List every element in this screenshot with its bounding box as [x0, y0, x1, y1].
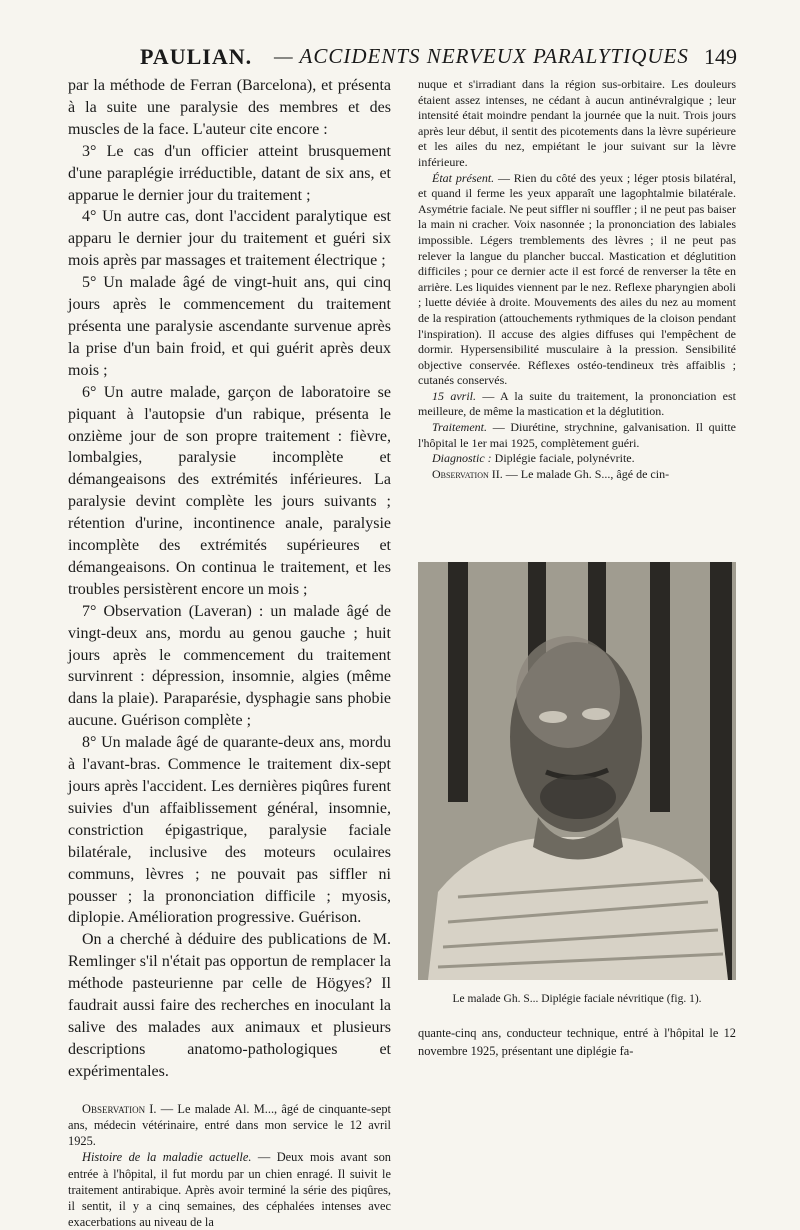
diagnostic-text: Diplégie faciale, polynévrite. [491, 451, 635, 466]
observation-label: Observation I. [82, 1101, 157, 1116]
observation-2-intro [418, 467, 736, 483]
patient-photograph [418, 562, 736, 980]
observation-1-intro [68, 1101, 391, 1150]
etat-present [418, 171, 736, 389]
etat-text: — Rien du côté des yeux ; léger ptosis bilatéral, et quand il ferme les yeux apparaît une lagophtalmie bilatérale. Asymétrie faciale. Ne peut siffler ni souffler ; il ne peut pas baiser la main ni cracher. Voix nasonnée ; la prononciation des labiales impossible. Légers tremblements des lèvres ; il ne peut pas relever la langue du plancher buccal. Mastication et déglutition difficiles ; pour ce dernier acte il est forcé de renverser la tête en arrière. Les liquides viennent par le nez. Reflexe pharyngien aboli ; luette déviée à droite. Mouvements des ailes du nez au moment de la respiration (attouchements rythmiques de la cloison pendant l'inspiration). Il accuse des algies diffuses qui l'empêchent de dormir. Hypersensibilité musculaire à la pression. Sensibilité objective conservée. Réflexes ostéo-tendineux très affaiblis ; cutanés conservés. [418, 170, 737, 388]
paragraph: 8° Un malade âgé de quarante-deux ans, mordu à l'avant-bras. Commence le traitement dix-sept jours après l'accident. Les dernières piqûres furent suivies d'un affaiblissement général, insomnie, constriction épigastrique, paralysie faciale bilatérale, inclusive des moteurs oculaires communs, lèvres ; ne pouvait pas siffler ni pousser ; la prononciation difficile ; myosis, diplopie. Amélioration progressive. Guérison. [68, 734, 391, 927]
right-column [418, 77, 736, 482]
treatment [418, 420, 736, 451]
observation-2-text: — Le malade Gh. S..., âgé de cin- [502, 466, 670, 481]
treatment-text: — Diurétine, strychnine, galvanisation. Il quitte l'hôpital le 1er mai 1925, complètement guéri. [418, 420, 736, 450]
photo-illustration [418, 562, 736, 980]
diagnostic-label: Diagnostic : [432, 451, 492, 466]
observation-1 [68, 1101, 391, 1230]
left-column [68, 75, 391, 1230]
paragraph: 7° Observation (Laveran) : un malade âgé de vingt-deux ans, mordu au genou gauche ; huit jours après le commencement du traitement survinrent : dépression, insomnie, algies (même dans la plaie). Paraparésie, dysphagie sans phobie aucune. Guérison complète ; [68, 602, 391, 730]
paragraph: 5° Un malade âgé de vingt-huit ans, qui cinq jours après le commencement du traitement présenta une paralysie ascendante survenue après la prise d'un bain froid, et qui guérit après deux mois ; [68, 274, 391, 379]
diagnostic [418, 451, 736, 467]
paragraph: 6° Un autre malade, garçon de laboratoire se piquant à l'autopsie d'un rabique, présenta le onzième jour de son propre traitement : fièvre, lombalgies, paralysie incomplète et démangeaisons des extrémités inférieures. La paralysie devint complète les jours suivants ; rétention d'urine, incontinence anale, paralysie incomplète des extrémités supérieures et démangeaisons. On continua le traitement, et les troubles persistèrent encore un mois ; [68, 383, 391, 598]
history-label: Histoire de la maladie actuelle. [82, 1150, 252, 1165]
running-header [0, 40, 800, 74]
history-text: — Deux mois avant son entrée à l'hôpital, il fut mordu par un chien enragé. Il suivit le traitement antirabique. Après avoir terminé la série des piqûres, il sentit, il y a cinq semaines, des céphalées intenses avec exacerbations au niveau de la [68, 1150, 391, 1230]
left-body-text [68, 75, 391, 1083]
paragraph: On a cherché à déduire des publications de M. Remlinger s'il n'était pas opportun de remplacer la méthode pasteurienne par celle de Högyes? Il faudrait aussi faire des recherches en inoculant la salive des malades aux animaux et plusieurs descriptions anatomo-pathologiques et expérimentales. [68, 931, 391, 1080]
date-entry [418, 389, 736, 420]
page-number: 149 [704, 44, 737, 69]
observation-2-continued [418, 1024, 736, 1060]
paragraph: nuque et s'irradiant dans la région sus-orbitaire. Les douleurs étaient assez intenses, ne cédant à aucun antinévralgique ; leur intensité était moindre pendant la journée que la nuit. Trois jours après leur début, il sentit des picotements dans la lèvre supérieure et les ailes du nez, empiétant le jour suivant sur la lèvre inférieure. [418, 77, 736, 169]
treatment-label: Traitement. [432, 420, 488, 435]
observation-text: — Le malade Al. M..., âgé de cinquante-sept ans, médecin vétérinaire, entré dans mon service le 12 avril 1925. [68, 1101, 391, 1149]
date-text: — A la suite du traitement, la prononciation est meilleure, de même la mastication et la déglutition. [418, 388, 737, 419]
header-title: — ACCIDENTS NERVEUX PARALYTIQUES [274, 44, 689, 68]
paragraph: 4° Un autre cas, dont l'accident paralytique est apparu le dernier jour du traitement et guéri six mois après par massages et traitement électrique ; [68, 208, 391, 270]
etat-label: État présent. [432, 170, 495, 185]
paragraph: 3° Le cas d'un officier atteint brusquement d'une paraplégie irréductible, datant de six ans, et apparue le dernier jour du traitement ; [68, 142, 391, 204]
date-label: 15 avril. [432, 388, 477, 403]
paragraph: par la méthode de Ferran (Barcelona), et présenta à la suite une paralysie des membres et des muscles de la face. L'auteur cite encore : [68, 77, 391, 138]
observation-1-history [68, 1149, 391, 1230]
header-author: PAULIAN. [140, 44, 253, 69]
observation-2-label: Observation II. [432, 466, 503, 481]
figure-caption: Le malade Gh. S... Diplégie faciale névritique (fig. 1). [452, 993, 702, 1005]
paragraph: quante-cinq ans, conducteur technique, entré à l'hôpital le 12 novembre 1925, présentant une diplégie fa- [418, 1026, 736, 1058]
